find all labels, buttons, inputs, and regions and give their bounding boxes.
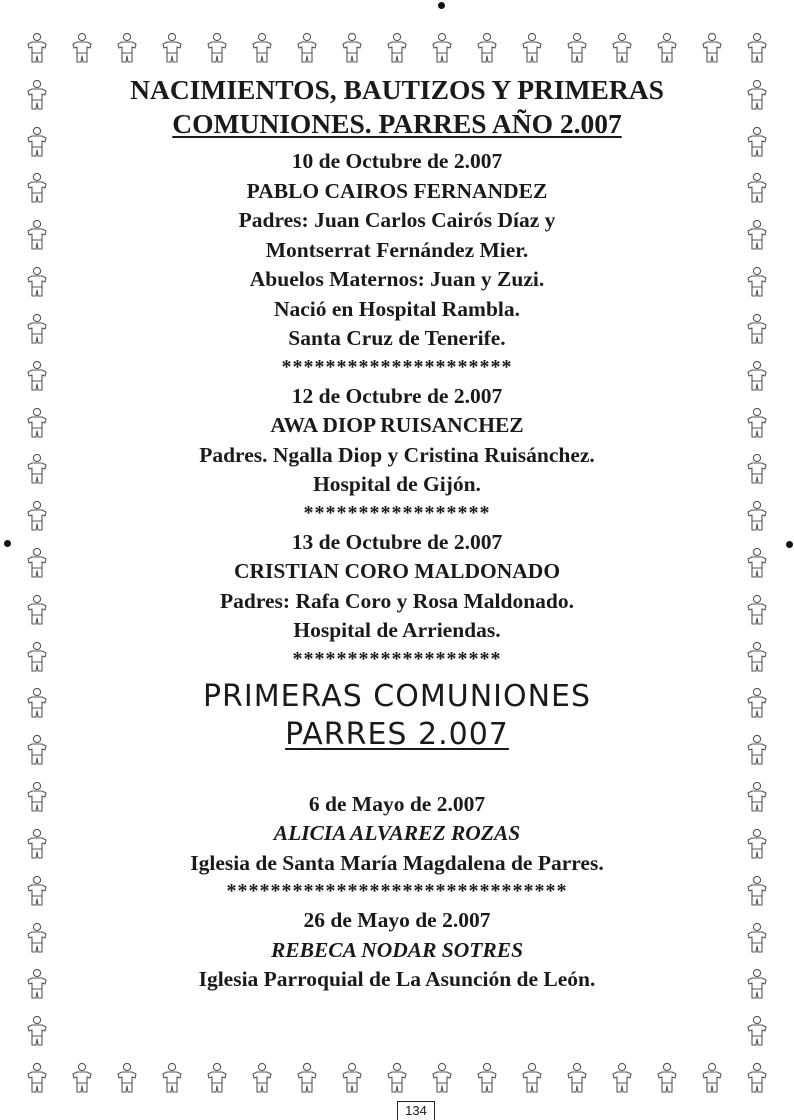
- page-number: 134: [397, 1101, 435, 1120]
- child-figure-icon: [744, 968, 770, 1000]
- child-figure-icon: [744, 641, 770, 673]
- page-title: [75, 73, 719, 141]
- separator-stars: *********************: [281, 355, 513, 378]
- communion-date: 6 de Mayo de 2.007: [308, 791, 486, 816]
- child-figure-icon: [294, 1062, 320, 1094]
- birth-entry-2: [75, 382, 719, 526]
- birth-name: AWA DIOP RUISANCHEZ: [270, 413, 524, 437]
- birth-detail: Hospital de Gijón.: [313, 472, 481, 496]
- child-figure-icon: [24, 734, 50, 766]
- child-figure-icon: [24, 1015, 50, 1047]
- birth-detail: Montserrat Fernández Mier.: [265, 237, 529, 262]
- child-figure-icon: [69, 32, 95, 64]
- birth-date: 13 de Octubre de 2.007: [291, 529, 503, 554]
- child-figure-icon: [564, 32, 590, 64]
- child-figure-icon: [519, 32, 545, 64]
- child-figure-icon: [609, 32, 635, 64]
- child-figure-icon: [744, 172, 770, 204]
- child-figure-icon: [24, 875, 50, 907]
- child-figure-icon: [744, 500, 770, 532]
- child-figure-icon: [24, 219, 50, 251]
- child-figure-icon: [744, 407, 770, 439]
- communions-title-line-2: PARRES 2.007: [285, 716, 509, 752]
- separator-stars: *******************************: [226, 880, 568, 902]
- child-figure-icon: [24, 968, 50, 1000]
- communion-place: Iglesia Parroquial de La Asunción de León.: [198, 967, 596, 991]
- separator-stars: *******************: [292, 647, 502, 670]
- birth-date: 12 de Octubre de 2.007: [291, 383, 503, 408]
- punch-dot-right: [786, 541, 793, 548]
- child-figure-icon: [24, 453, 50, 485]
- page-title-line-2: COMUNIONES. PARRES AÑO 2.007: [172, 108, 622, 139]
- child-figure-icon: [519, 1062, 545, 1094]
- child-figure-icon: [744, 875, 770, 907]
- child-figure-icon: [744, 126, 770, 158]
- child-figure-icon: [24, 172, 50, 204]
- child-figure-icon: [204, 32, 230, 64]
- child-figure-icon: [744, 594, 770, 626]
- birth-detail: Padres. Ngalla Diop y Cristina Ruisánchez.: [199, 442, 595, 467]
- page-title-line-1: NACIMIENTOS, BAUTIZOS Y PRIMERAS: [130, 74, 664, 105]
- child-figure-icon: [24, 79, 50, 111]
- communion-place: Iglesia de Santa María Magdalena de Parres.: [190, 850, 604, 875]
- child-figure-icon: [24, 313, 50, 345]
- child-figure-icon: [474, 32, 500, 64]
- communion-entry-2: [75, 906, 719, 995]
- child-figure-icon: [204, 1062, 230, 1094]
- child-figure-icon: [24, 126, 50, 158]
- child-figure-icon: [24, 781, 50, 813]
- child-figure-icon: [24, 641, 50, 673]
- communions-title-line-1: PRIMERAS COMUNIONES: [202, 678, 592, 714]
- communion-name: REBECA NODAR SOTRES: [270, 937, 524, 962]
- child-figure-icon: [744, 547, 770, 579]
- child-figure-icon: [744, 79, 770, 111]
- child-figure-icon: [429, 32, 455, 64]
- birth-detail: Santa Cruz de Tenerife.: [288, 326, 506, 350]
- child-figure-icon: [24, 594, 50, 626]
- child-figure-icon: [564, 1062, 590, 1094]
- child-figure-icon: [474, 1062, 500, 1094]
- child-figure-icon: [24, 500, 50, 532]
- punch-dot-left: [4, 540, 11, 547]
- birth-name: PABLO CAIROS FERNANDEZ: [246, 178, 548, 203]
- child-figure-icon: [654, 1062, 680, 1094]
- birth-detail: Padres: Rafa Coro y Rosa Maldonado.: [220, 588, 574, 613]
- child-figure-icon: [609, 1062, 635, 1094]
- child-figure-icon: [744, 360, 770, 392]
- child-figure-icon: [24, 407, 50, 439]
- child-figure-icon: [744, 734, 770, 766]
- child-figure-icon: [69, 1062, 95, 1094]
- child-figure-icon: [744, 781, 770, 813]
- child-figure-icon: [744, 828, 770, 860]
- child-figure-icon: [429, 1062, 455, 1094]
- child-figure-icon: [744, 453, 770, 485]
- child-figure-icon: [744, 313, 770, 345]
- child-figure-icon: [744, 1015, 770, 1047]
- communions-section-title: [75, 678, 719, 754]
- child-figure-icon: [24, 360, 50, 392]
- communion-name: ALICIA ALVAREZ ROZAS: [273, 821, 521, 845]
- child-figure-icon: [384, 32, 410, 64]
- child-figure-icon: [339, 32, 365, 64]
- child-figure-icon: [24, 547, 50, 579]
- child-figure-icon: [744, 219, 770, 251]
- page-content: [75, 73, 719, 995]
- child-figure-icon: [699, 1062, 725, 1094]
- child-figure-icon: [24, 828, 50, 860]
- child-figure-icon: [744, 32, 770, 64]
- birth-date: 10 de Octubre de 2.007: [291, 149, 503, 173]
- child-figure-icon: [249, 1062, 275, 1094]
- birth-detail: Padres: Juan Carlos Cairós Díaz y: [238, 208, 556, 232]
- separator-stars: *****************: [303, 501, 491, 524]
- child-figure-icon: [159, 32, 185, 64]
- punch-dot-top: [438, 2, 445, 9]
- communion-date: 26 de Mayo de 2.007: [303, 908, 491, 932]
- birth-detail: Hospital de Arriendas.: [293, 618, 501, 642]
- birth-entry-1: [75, 147, 719, 380]
- child-figure-icon: [24, 32, 50, 64]
- child-figure-icon: [249, 32, 275, 64]
- child-figure-icon: [339, 1062, 365, 1094]
- child-figure-icon: [744, 687, 770, 719]
- birth-detail: Abuelos Maternos: Juan y Zuzi.: [249, 267, 545, 291]
- communion-entry-1: [75, 790, 719, 905]
- child-figure-icon: [699, 32, 725, 64]
- child-figure-icon: [24, 266, 50, 298]
- child-figure-icon: [24, 687, 50, 719]
- child-figure-icon: [24, 922, 50, 954]
- child-figure-icon: [654, 32, 680, 64]
- birth-name: CRISTIAN CORO MALDONADO: [233, 559, 561, 583]
- child-figure-icon: [744, 266, 770, 298]
- child-figure-icon: [24, 1062, 50, 1094]
- child-figure-icon: [114, 1062, 140, 1094]
- child-figure-icon: [114, 32, 140, 64]
- child-figure-icon: [744, 922, 770, 954]
- birth-entry-3: [75, 528, 719, 672]
- child-figure-icon: [744, 1062, 770, 1094]
- child-figure-icon: [384, 1062, 410, 1094]
- child-figure-icon: [159, 1062, 185, 1094]
- child-figure-icon: [294, 32, 320, 64]
- birth-detail: Nació en Hospital Rambla.: [273, 296, 521, 321]
